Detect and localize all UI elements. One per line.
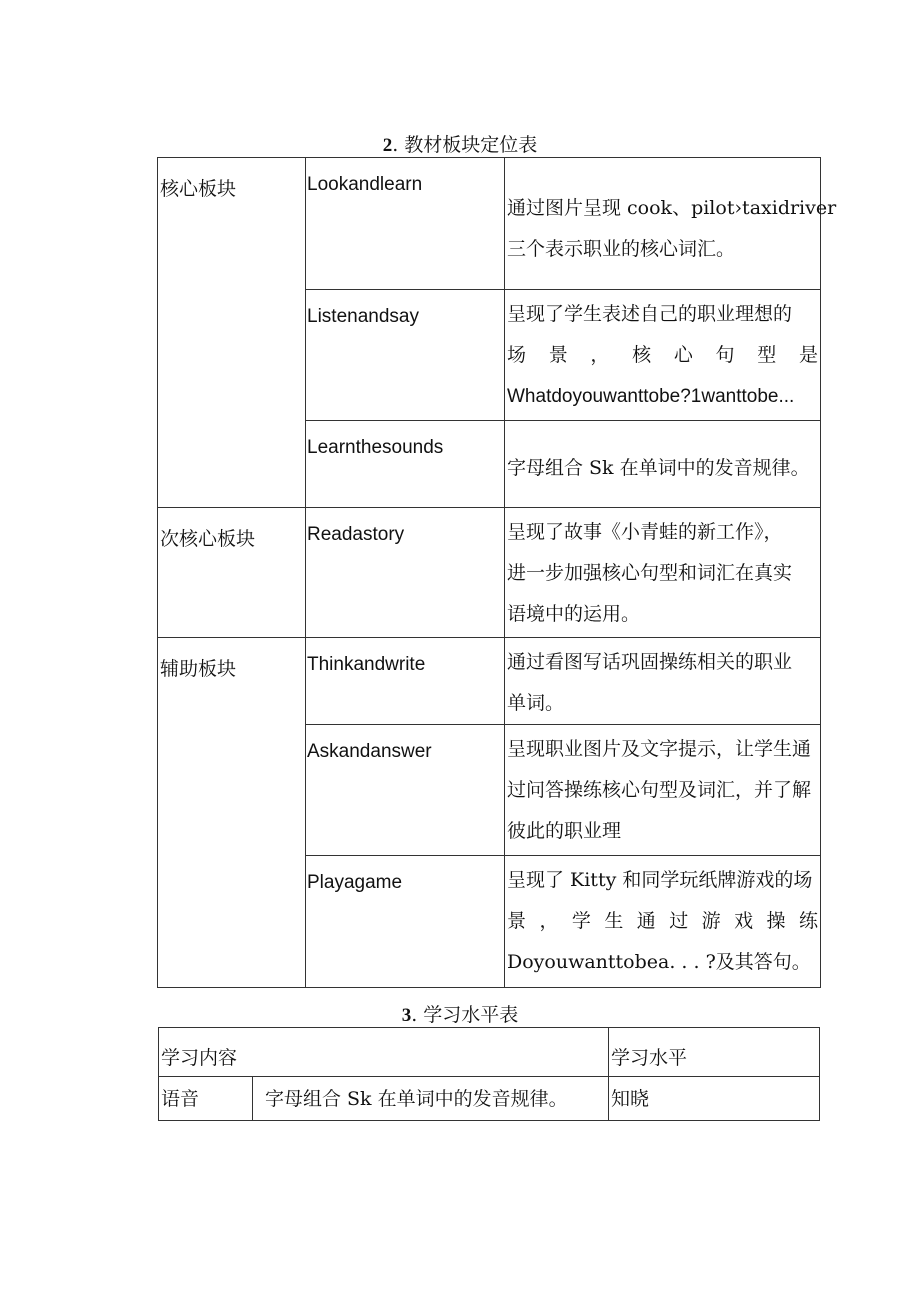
activity-cell: Readastory xyxy=(306,508,505,638)
description-line: 进一步加强核心句型和词汇在真实 xyxy=(507,562,793,584)
activity-cell: Askandanswer xyxy=(306,725,505,856)
table3-caption xyxy=(0,1004,920,1027)
description-line: 呈现了故事《小青蛙的新工作》， xyxy=(507,521,783,543)
table-row xyxy=(158,158,821,290)
header-learning-content: 学习内容 xyxy=(159,1028,609,1077)
description-cell xyxy=(505,638,821,725)
description-cell xyxy=(505,290,821,421)
description-line: 通过看图写话巩固操练相关的职业 xyxy=(507,651,793,673)
learning-level-table xyxy=(158,1027,820,1121)
description-line: 单词。 xyxy=(507,692,565,714)
table2-caption-text: . 教材板块定位表 xyxy=(392,134,538,156)
table-row xyxy=(158,508,821,638)
activity-cell: Lookandlearn xyxy=(306,158,505,290)
activity-cell: Learnthesounds xyxy=(306,421,505,508)
header-learning-level: 学习水平 xyxy=(609,1028,820,1077)
table-header-row xyxy=(159,1028,820,1077)
description-line: 过问答操练核心句型及词汇，并了解 xyxy=(507,779,812,801)
table-row xyxy=(159,1077,820,1121)
activity-cell: Listenandsay xyxy=(306,290,505,421)
description-line: 呈现了 Kitty 和同学玩纸牌游戏的场 xyxy=(507,869,813,891)
section-core: 核心板块 xyxy=(158,158,306,508)
description-line: 场景，核心句型是 xyxy=(507,344,818,366)
description-line: 彼此的职业理 xyxy=(507,820,622,842)
description-line: 呈现了学生表述自己的职业理想的 xyxy=(507,303,793,325)
description-cell xyxy=(505,421,821,508)
description-cell xyxy=(505,158,837,290)
description-line: Doyouwanttobea. . . ?及其答句。 xyxy=(507,951,811,973)
description-line: 字母组合 Sk 在单词中的发音规律。 xyxy=(507,457,810,479)
description-line: 通过图片呈现 cook、pilot›taxidriver xyxy=(507,197,837,219)
activity-cell: Thinkandwrite xyxy=(306,638,505,725)
description-line: 语境中的运用。 xyxy=(507,603,641,625)
content-cell: 字母组合 Sk 在单词中的发音规律。 xyxy=(253,1077,609,1121)
description-line: Whatdoyouwanttobe?1wanttobe... xyxy=(507,386,795,407)
module-positioning-table xyxy=(157,157,837,988)
table3-caption-text: . 学习水平表 xyxy=(411,1004,519,1026)
category-cell: 语音 xyxy=(159,1077,253,1121)
table3-caption-number: 3 xyxy=(401,1005,412,1026)
description-line: 三个表示职业的核心词汇。 xyxy=(507,238,736,260)
table2-caption xyxy=(0,134,920,157)
table-row xyxy=(158,638,821,725)
description-line: 景，学生通过游戏操练 xyxy=(507,910,818,932)
description-cell xyxy=(505,725,821,856)
activity-cell: Playagame xyxy=(306,856,505,988)
description-cell xyxy=(505,508,821,638)
level-cell: 知晓 xyxy=(609,1077,820,1121)
description-line: 呈现职业图片及文字提示，让学生通 xyxy=(507,738,812,760)
section-secondary: 次核心板块 xyxy=(158,508,306,638)
section-auxiliary: 辅助板块 xyxy=(158,638,306,988)
description-cell xyxy=(505,856,821,988)
table2-caption-number: 2 xyxy=(382,135,393,156)
